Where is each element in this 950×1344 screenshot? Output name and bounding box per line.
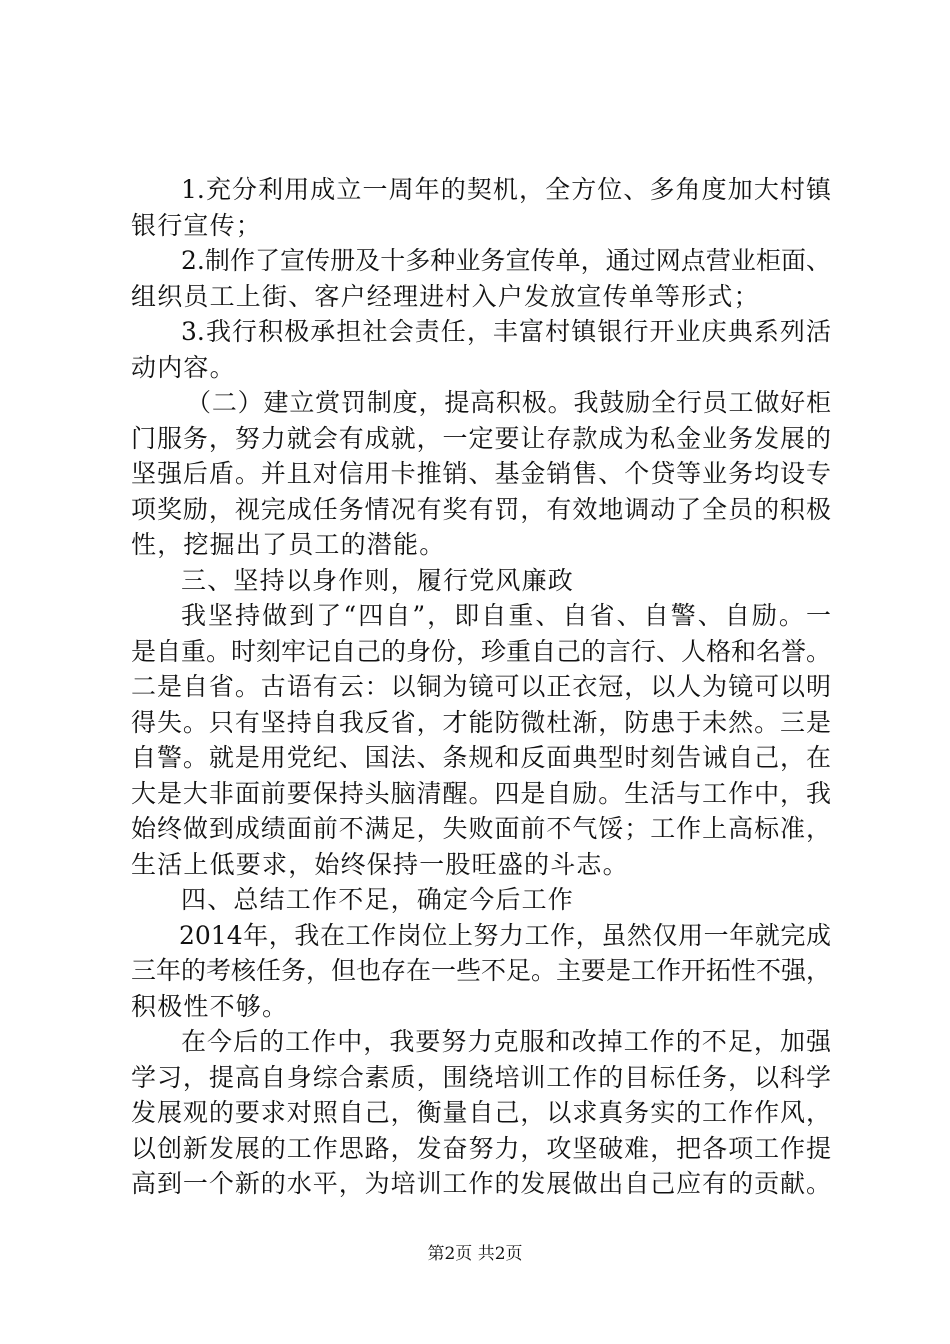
paragraph-line: 始终做到成绩面前不满足，失败面前不气馁；工作上高标准，	[131, 814, 831, 843]
paragraph-line: 高到一个新的水平，为培训工作的发展做出自己应有的贡献。	[131, 1169, 831, 1198]
paragraph-line: 1.充分利用成立一周年的契机，全方位、多角度加大村镇	[181, 175, 831, 204]
paragraph-line: 三年的考核任务，但也存在一些不足。主要是工作开拓性不强，	[131, 956, 832, 985]
page-number-footer: 第2页 共2页	[427, 1244, 523, 1264]
paragraph-line: 以创新发展的工作思路，发奋努力，攻坚破难，把各项工作提	[131, 1133, 831, 1163]
section-heading: 三、坚持以身作则，履行党风廉政	[181, 565, 575, 595]
paragraph-line: 3.我行积极承担社会责任，丰富村镇银行开业庆典系列活	[181, 317, 831, 346]
paragraph-line: 大是大非面前要保持头脑清醒。四是自励。生活与工作中，我	[131, 778, 831, 808]
paragraph-line: 坚强后盾。并且对信用卡推销、基金销售、个贷等业务均设专	[131, 459, 831, 488]
paragraph-line: 二是自省。古语有云：以铜为镜可以正衣冠，以人为镜可以明	[131, 672, 831, 701]
paragraph-line: 2014年，我在工作岗位上努力工作，虽然仅用一年就完成	[179, 920, 831, 950]
paragraph-line: 生活上低要求，始终保持一股旺盛的斗志。	[131, 849, 629, 879]
paragraph-line: 银行宣传；	[131, 210, 263, 240]
paragraph-line: 积极性不够。	[131, 991, 289, 1021]
paragraph-line: （二）建立赏罚制度，提高积极。我鼓励全行员工做好柜	[186, 388, 831, 417]
paragraph-line: 学习，提高自身综合素质，围绕培训工作的目标任务，以科学	[131, 1062, 831, 1092]
document-body	[131, 172, 831, 1202]
paragraph-line: 在今后的工作中，我要努力克服和改掉工作的不足，加强	[181, 1027, 831, 1056]
paragraph-line: 是自重。时刻牢记自己的身份，珍重自己的言行、人格和名誉。	[131, 636, 832, 666]
paragraph-line: 发展观的要求对照自己，衡量自己，以求真务实的工作作风，	[131, 1098, 831, 1127]
paragraph-line: 组织员工上街、客户经理进村入户发放宣传单等形式；	[131, 281, 760, 311]
paragraph-line: 自警。就是用党纪、国法、条规和反面典型时刻告诫自己，在	[131, 743, 831, 772]
paragraph-line: 门服务，努力就会有成就，一定要让存款成为私金业务发展的	[131, 423, 831, 453]
paragraph-line: 2.制作了宣传册及十多种业务宣传单，通过网点营业柜面、	[181, 246, 831, 275]
section-heading: 四、总结工作不足，确定今后工作	[181, 885, 575, 914]
paragraph-line: 性，挖掘出了员工的潜能。	[131, 530, 446, 559]
paragraph-line: 我坚持做到了“四自”，即自重、自省、自警、自励。一	[181, 601, 831, 630]
paragraph-line: 得失。只有坚持自我反省，才能防微杜渐，防患于未然。三是	[131, 707, 831, 737]
paragraph-line: 项奖励，视完成任务情况有奖有罚，有效地调动了全员的积极	[131, 494, 831, 524]
paragraph-line: 动内容。	[131, 352, 236, 382]
